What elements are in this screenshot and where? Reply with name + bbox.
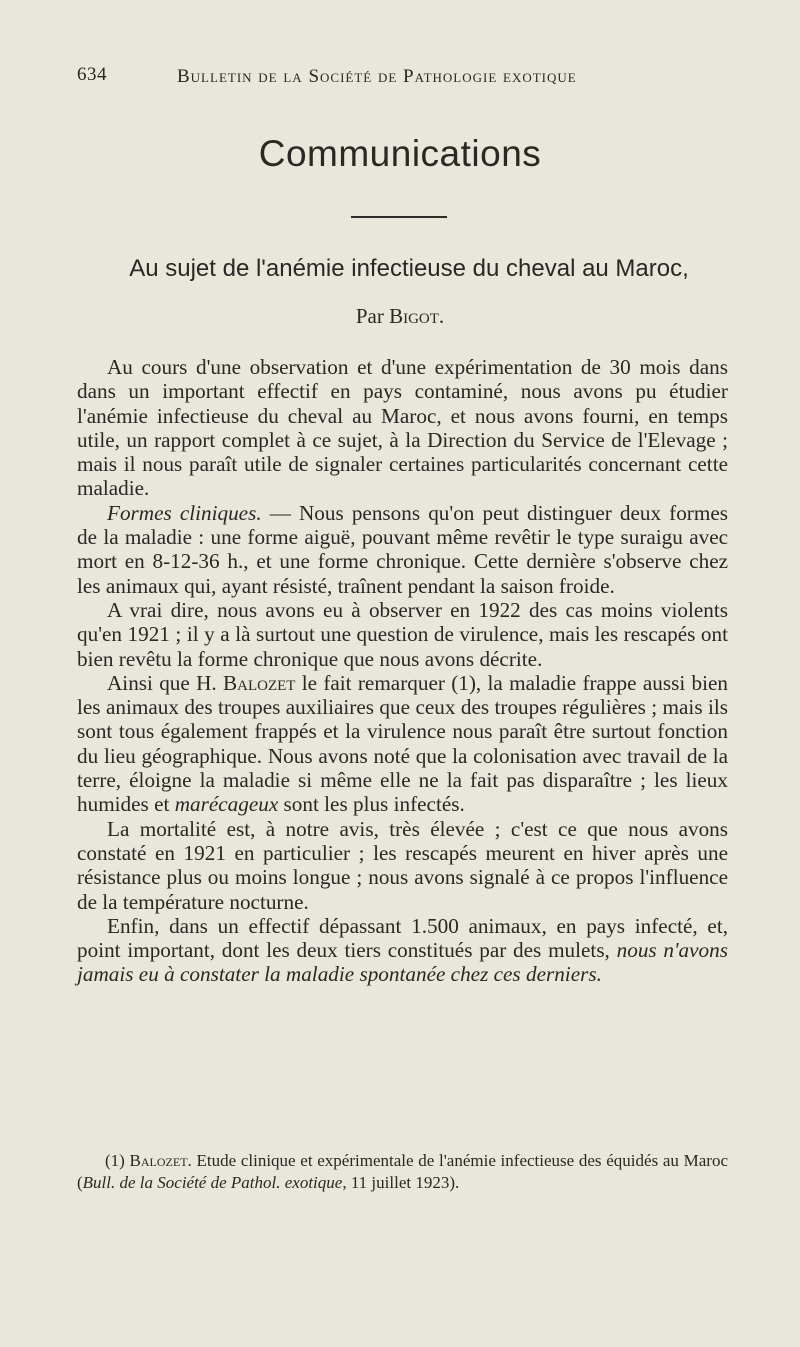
footnote-journal: Bull. de la Société de Pathol. exotique (82, 1173, 343, 1192)
footnote-marker: (1) (105, 1151, 125, 1170)
cited-author-name: Balozet (223, 670, 296, 695)
footnote-text-a: Etude clinique et expérimentale de l'anémie infectieuse des équidés au Maroc ( (77, 1151, 728, 1192)
paragraph-6-italic-conclusion: nous n'avons jamais eu à constater la maladie spontanée chez ces derniers. (77, 938, 728, 987)
paragraph-2 (77, 501, 728, 598)
footnote-author: Balozet. (129, 1151, 192, 1170)
paragraph-1-text: Au cours d'une observation et d'une expérimentation de 30 mois dans dans un important effectif en pays contaminé, nous avons pu étudier l'anémie infectieuse du cheval au Maroc, et nous avons fourni, en temps utile, un rapport complet à ce sujet, à la Direction du Service de l'Elevage ; mais il nous paraît utile de signaler certaines particularités concernant cette maladie. (77, 355, 728, 501)
footnote-text (77, 1150, 728, 1194)
paragraph-3-text: A vrai dire, nous avons eu à observer en 1922 des cas moins violents qu'en 1921 ; il y a là surtout une question de virulence, mais les rescapés ont bien revêtu la forme chronique que nous avons décrite. (77, 597, 728, 671)
article-title: Au sujet de l'anémie infectieuse du cheval au Maroc, (129, 255, 689, 282)
italic-term: marécageux (174, 792, 279, 817)
article-body (77, 355, 728, 987)
paragraph-3 (77, 598, 728, 671)
subheading-formes-cliniques: Formes cliniques. (107, 500, 262, 525)
section-title: Communications (258, 133, 542, 174)
footnote (77, 1150, 728, 1194)
author-prefix: Par (355, 304, 384, 328)
paragraph-6-text: Enfin, dans un effectif dépassant 1.500 animaux, en pays infecté, et, point important, dont les deux tiers constitués par des mulets, (77, 913, 728, 963)
paragraph-2-text: — Nous pensons qu'on peut distinguer deux formes de la maladie : une forme aiguë, pouvant même revêtir le type suraigu avec mort en 8-12-36 h., et une forme chronique. Cette dernière s'observe chez les animaux qui, ayant résisté, traînent pendant la saison froide. (77, 500, 728, 598)
footnote-text-b: , 11 juillet 1923). (342, 1173, 460, 1192)
paragraph-4-text-a: le fait remarquer (1), la maladie frappe aussi bien les animaux des troupes auxiliaires que ceux des troupes régulières ; mais ils sont tous également frappés et la virulence nous paraît être surtout fonction du lieu géographique. Nous avons noté que la colonisation avec travail de la terre, éloigne la maladie si même elle ne la fait pas disparaître ; les lieux humides et (77, 670, 728, 817)
journal-title: Bulletin de la Société de Pathologie exotique (177, 66, 577, 87)
title-divider (351, 216, 447, 218)
author-line (0, 304, 800, 329)
page-number: 634 (77, 64, 107, 85)
paragraph-4-text-b: sont les plus infectés. (278, 792, 465, 817)
paragraph-5 (77, 817, 728, 914)
paragraph-1 (77, 355, 728, 501)
paragraph-6 (77, 914, 728, 987)
paragraph-5-text: La mortalité est, à notre avis, très élevée ; c'est ce que nous avons constaté en 1921 en particulier ; les rescapés meurent en hiver après une résistance plus ou moins longue ; nous avons signalé à ce propos l'influence de la température nocturne. (77, 816, 728, 914)
author-name: Bigot. (389, 304, 445, 328)
paragraph-4 (77, 671, 728, 817)
paragraph-4-pre: Ainsi que H. (107, 670, 223, 695)
